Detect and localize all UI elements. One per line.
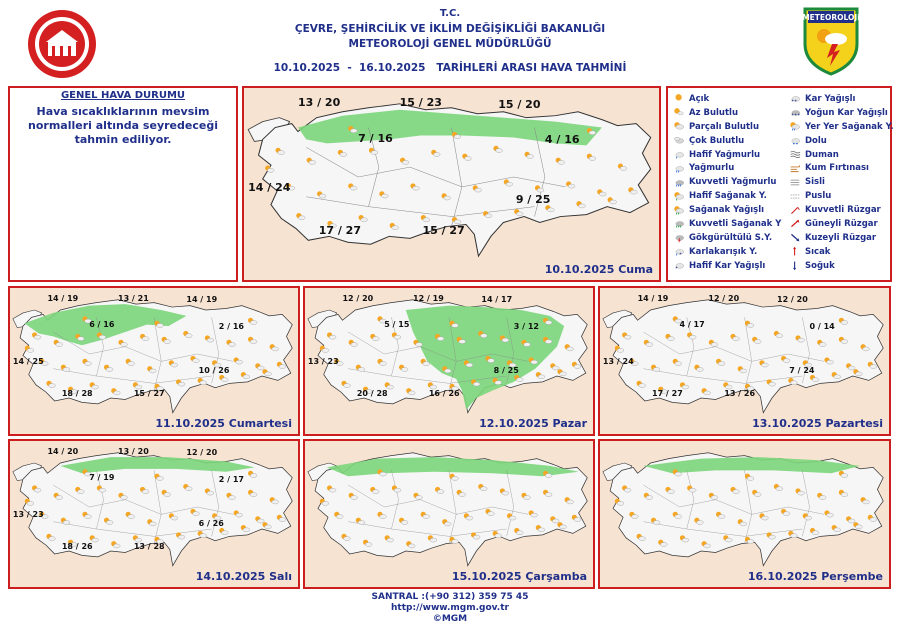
legend-item	[788, 148, 894, 162]
legend-label: Duman	[805, 149, 839, 160]
legend-label: Güneyli Rüzgar	[805, 218, 878, 229]
legend-label: Yağmurlu	[689, 163, 735, 174]
hot-icon	[788, 246, 802, 257]
meteoroloji-logo	[802, 6, 860, 76]
temperature-range: 4 / 16	[544, 133, 580, 147]
temperature-range: 7 / 24	[789, 365, 815, 375]
svg-text:*: *	[797, 113, 800, 119]
turkey-map	[244, 88, 659, 280]
temperature-range: 2 / 17	[218, 474, 244, 484]
temperature-range: 14 / 20	[47, 446, 79, 456]
forecast-date: 12.10.2025 Pazar	[479, 417, 587, 430]
temperature-range: 13 / 24	[602, 356, 634, 366]
legend-label: Çok Bulutlu	[689, 135, 745, 146]
general-weather-box	[8, 86, 238, 282]
legend-item	[672, 231, 781, 245]
temperature-range: 8 / 25	[493, 365, 519, 375]
svg-text:*: *	[791, 99, 794, 105]
legend-item	[672, 106, 781, 120]
temperature-range: 18 / 26	[61, 542, 93, 552]
temperature-range: 14 / 19	[637, 293, 669, 303]
legend-item	[672, 134, 781, 148]
temperature-range: 6 / 26	[198, 518, 224, 528]
header-tc: T.C.	[439, 8, 461, 19]
forecast-map-day6	[303, 439, 595, 589]
temperature-range: 3 / 12	[513, 321, 539, 331]
temperature-range: 14 / 19	[47, 293, 79, 303]
forecast-map-day5	[8, 439, 300, 589]
few-clouds-icon	[672, 107, 686, 118]
svg-text:*: *	[794, 99, 797, 105]
fog-icon	[788, 177, 802, 188]
legend-item	[788, 217, 894, 231]
footer	[300, 592, 600, 625]
forecast-map-day4	[598, 286, 891, 436]
temperature-range: 9 / 25	[515, 192, 551, 206]
legend-item	[672, 245, 781, 259]
turkey-map	[600, 441, 889, 587]
legend-item	[672, 120, 781, 134]
legend-label: Kuvvetli Rüzgar	[805, 205, 881, 216]
legend-label: Açık	[689, 93, 710, 104]
temperature-range: 14 / 25	[12, 356, 44, 366]
sleet-icon	[672, 246, 686, 257]
legend-item	[672, 217, 781, 231]
legend-label: Soğuk	[805, 260, 835, 271]
legend-label: Az Bulutlu	[689, 107, 739, 118]
temperature-range: 7 / 19	[89, 473, 115, 483]
legend-label: Yoğun Kar Yağışlı	[805, 107, 888, 118]
legend-label: Sağanak Yağışlı	[689, 205, 765, 216]
legend-item	[788, 259, 894, 273]
legend-label: Gökgürültülü S.Y.	[689, 232, 773, 243]
temperature-range: 12 / 19	[413, 293, 444, 303]
legend-label: Kuzeyli Rüzgar	[805, 232, 877, 243]
svg-text:*: *	[679, 252, 682, 258]
temperature-range: 12 / 20	[342, 293, 374, 303]
svg-text:*: *	[791, 113, 794, 119]
scattered-shower-icon	[788, 121, 802, 132]
forecast-map-day7	[598, 439, 891, 589]
legend-item	[788, 231, 894, 245]
legend-item	[788, 245, 894, 259]
legend-label: Hafif Kar Yağışlı	[689, 260, 766, 271]
heavy-rain-icon	[672, 177, 686, 188]
turkey-map	[305, 441, 593, 587]
legend-item	[788, 106, 894, 120]
forecast-date: 15.10.2025 Çarşamba	[451, 570, 587, 583]
header	[0, 0, 900, 82]
forecast-map-day1	[242, 86, 661, 282]
legend-item	[672, 175, 781, 189]
forecast-date: 16.10.2025 Perşembe	[747, 570, 883, 583]
legend-item	[788, 175, 894, 189]
light-shower-icon	[672, 191, 686, 202]
turkey-map	[600, 288, 889, 434]
temperature-range: 0 / 14	[809, 321, 835, 331]
cold-icon	[788, 260, 802, 271]
legend-item	[788, 134, 894, 148]
forecast-date: 11.10.2025 Cumartesi	[155, 417, 292, 430]
turkey-map	[305, 288, 593, 434]
temperature-range: 7 / 16	[358, 131, 393, 145]
forecast-date: 13.10.2025 Pazartesi	[752, 417, 883, 430]
rain-icon	[672, 163, 686, 174]
legend-item	[788, 120, 894, 134]
logo-right-text: METEOROLOJi	[802, 13, 860, 22]
footer-phone: SANTRAL :(+90 312) 359 75 45	[371, 592, 529, 602]
temperature-range: 10 / 26	[198, 365, 230, 375]
legend-label: Hafif Yağmurlu	[689, 149, 761, 160]
legend-item	[672, 148, 781, 162]
ministry-logo	[26, 8, 98, 80]
smoke-icon	[788, 149, 802, 160]
temperature-range: 18 / 28	[61, 389, 93, 399]
legend-item	[672, 92, 781, 106]
temperature-range: 13 / 26	[724, 389, 756, 399]
legend-label: Kuvvetli Yağmurlu	[689, 177, 777, 188]
temperature-range: 13 / 20	[118, 446, 149, 456]
legend-label: Kar Yağışlı	[805, 93, 856, 104]
legend-item	[788, 161, 894, 175]
partly-cloudy-icon	[672, 121, 686, 132]
south-wind-icon	[788, 218, 802, 229]
temperature-range: 14 / 17	[481, 295, 513, 305]
legend-label: Sıcak	[805, 246, 831, 257]
legend-item	[788, 92, 894, 106]
heavy-snow-icon	[788, 107, 802, 118]
haze-icon	[788, 191, 802, 202]
svg-text:*: *	[675, 265, 678, 271]
legend-item	[788, 189, 894, 203]
legend-label: Karlakarışık Y.	[689, 246, 758, 257]
svg-text:*: *	[794, 113, 797, 119]
temperature-range: 12 / 20	[777, 295, 808, 305]
temperature-range: 20 / 28	[356, 389, 388, 399]
general-weather-title: GENEL HAVA DURUMU	[60, 90, 186, 101]
legend-label: Sisli	[805, 177, 825, 188]
temperature-range: 6 / 16	[89, 320, 115, 330]
temperature-range: 14 / 24	[248, 180, 291, 194]
temperature-range: 16 / 26	[428, 389, 460, 399]
shower-icon	[672, 205, 686, 216]
legend-label: Yer Yer Sağanak Y.	[805, 121, 894, 132]
turkey-map	[10, 288, 298, 434]
north-wind-icon	[788, 232, 802, 243]
header-period: 10.10.2025 - 16.10.2025 TARİHLERİ ARASI HAVA TAHMİNİ	[273, 62, 627, 74]
heavy-shower-icon	[672, 218, 686, 229]
temperature-range: 13 / 21	[118, 293, 149, 303]
temperature-range: 5 / 15	[384, 320, 410, 330]
temperature-range: 17 / 27	[652, 389, 683, 399]
hail-icon	[788, 135, 802, 146]
temperature-range: 13 / 28	[133, 542, 165, 552]
legend-item	[788, 203, 894, 217]
temperature-range: 17 / 27	[318, 224, 361, 238]
legend-item	[672, 161, 781, 175]
temperature-range: 13 / 23	[12, 509, 44, 519]
sun-icon	[672, 93, 686, 104]
forecast-date: 14.10.2025 Salı	[195, 570, 292, 583]
temperature-range: 15 / 27	[422, 224, 465, 238]
cloudy-icon	[672, 135, 686, 146]
temperature-range: 2 / 16	[218, 321, 244, 331]
forecast-map-day3	[303, 286, 595, 436]
legend-label: Dolu	[805, 135, 827, 146]
legend-column-right	[788, 92, 894, 273]
light-snow-icon	[672, 260, 686, 271]
legend-item	[672, 189, 781, 203]
sandstorm-icon	[788, 163, 802, 174]
light-rain-icon	[672, 149, 686, 160]
footer-url[interactable]: http://www.mgm.gov.tr	[391, 603, 509, 613]
strong-wind-icon	[788, 205, 802, 216]
legend-item	[672, 203, 781, 217]
legend-item	[672, 259, 781, 273]
legend-label: Kuvvetli Sağanak Y	[689, 218, 782, 229]
snow-icon	[788, 93, 802, 104]
temperature-range: 12 / 20	[186, 448, 218, 458]
legend	[666, 86, 892, 282]
temperature-range: 15 / 23	[399, 95, 442, 109]
legend-label: Hafif Sağanak Y.	[689, 191, 767, 202]
forecast-map-day2	[8, 286, 300, 436]
temperature-range: 13 / 20	[297, 95, 341, 109]
temperature-range: 14 / 19	[186, 295, 218, 305]
thunderstorm-icon	[672, 232, 686, 243]
footer-copyright: ©MGM	[432, 614, 468, 624]
temperature-range: 15 / 20	[498, 97, 541, 111]
turkey-map	[10, 441, 298, 587]
legend-label: Puslu	[805, 191, 832, 202]
temperature-range: 4 / 17	[679, 320, 705, 330]
temperature-range: 13 / 23	[307, 356, 339, 366]
legend-label: Kum Fırtınası	[805, 163, 869, 174]
general-weather-text: Hava sıcaklıklarının mevsim normalleri altında seyredeceği tahmin ediliyor.	[28, 105, 218, 146]
legend-label: Parçalı Bulutlu	[689, 121, 760, 132]
temperature-range: 15 / 27	[133, 389, 165, 399]
forecast-date: 10.10.2025 Cuma	[544, 263, 653, 276]
legend-column-left	[672, 92, 781, 273]
header-ministry: ÇEVRE, ŞEHİRCİLİK VE İKLİM DEĞİŞİKLİĞİ BAKANLIĞI	[294, 23, 606, 35]
temperature-range: 12 / 20	[708, 293, 740, 303]
header-directorate: METEOROLOJİ GENEL MÜDÜRLÜĞÜ	[348, 38, 552, 50]
